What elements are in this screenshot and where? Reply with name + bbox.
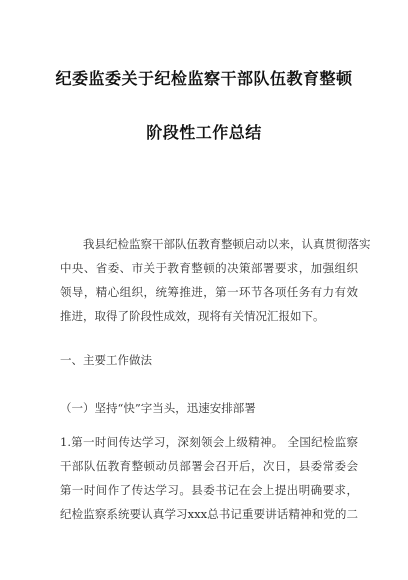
point-1-paragraph xyxy=(60,430,358,526)
intro-line: 我县纪检监察干部队伍教育整顿启动以来，认真贯彻落实 xyxy=(83,237,371,251)
document-title-line-2: 阶段性工作总结 xyxy=(146,123,262,142)
intro-line: 领导，精心组织，统筹推进，第一环节各项任务有力有效 xyxy=(60,285,358,299)
intro-line: 推进，取得了阶段性成效，现将有关情况汇报如下。 xyxy=(60,309,325,323)
point-1-line: 干部队伍教育整顿动员部署会召开后，次日，县委常委会 xyxy=(60,459,358,473)
point-1-line: 第一时间作了传达学习。县委书记在会上提出明确要求， xyxy=(60,483,358,497)
intro-paragraph xyxy=(60,232,371,328)
document-title-line-1: 纪委监委关于纪检监察干部队伍教育整顿 xyxy=(55,69,353,88)
subsection-heading xyxy=(60,396,358,420)
section-heading xyxy=(60,348,358,372)
point-1-line: 纪检监察系统要认真学习xxx总书记重要讲话精神和党的二 xyxy=(60,507,358,521)
subsection-heading-text: （一）坚持“快”字当头，迅速安排部署 xyxy=(60,401,256,415)
point-1-line: 1.第一时间传达学习，深刻领会上级精神。 全国纪检监察 xyxy=(60,435,358,449)
intro-line: 中央、省委、市关于教育整顿的决策部署要求，加强组织 xyxy=(60,261,358,275)
section-heading-text: 一、主要工作做法 xyxy=(60,353,152,367)
